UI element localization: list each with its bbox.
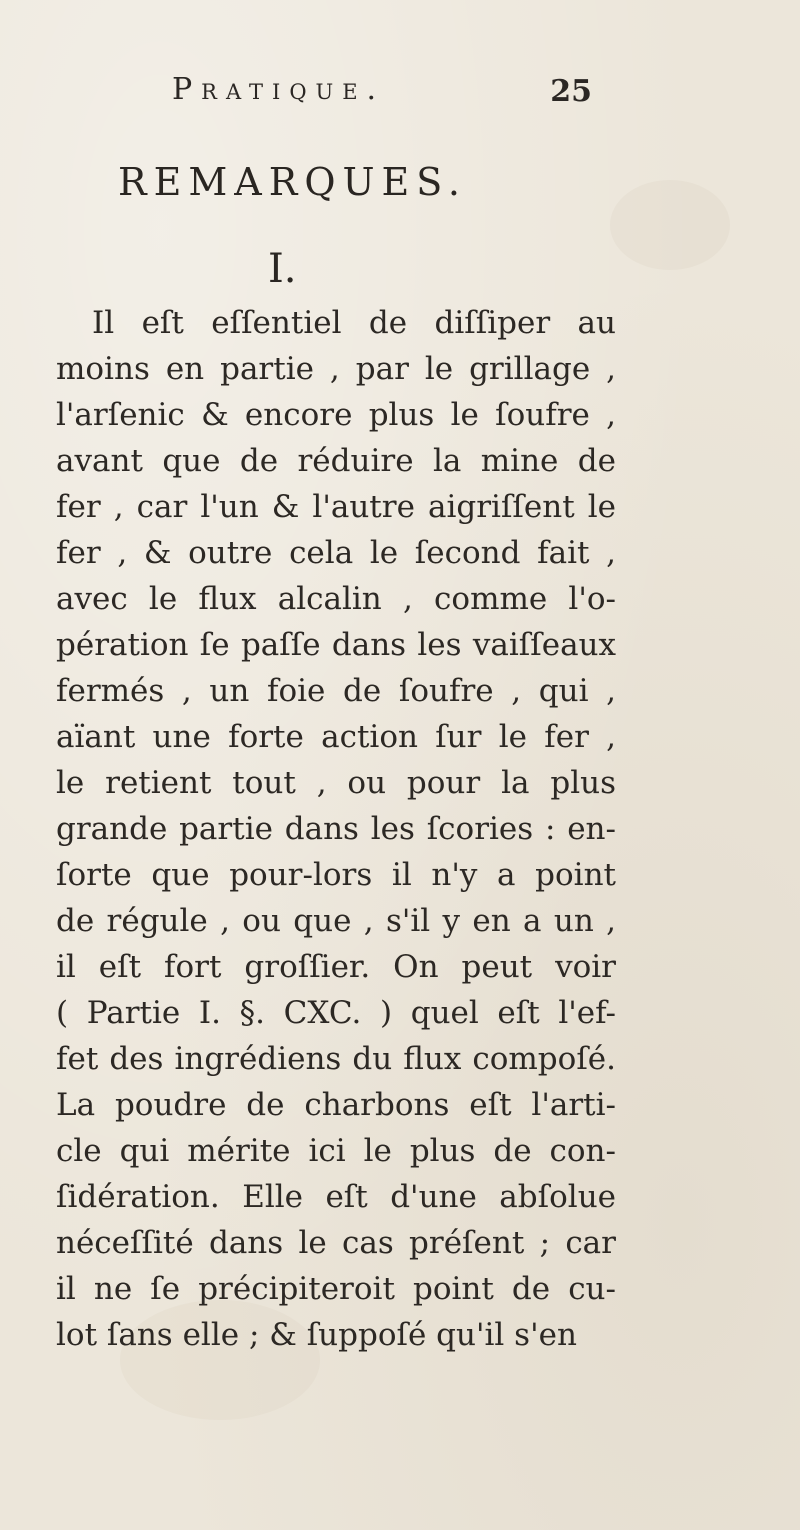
text-line: cle qui mérite ici le plus de con- [56,1133,616,1169]
text-line: fet des ingrédiens du flux compoſé. [56,1041,616,1077]
text-line: fer , & outre cela le ſecond fait , [56,535,616,571]
text-line: fermés , un foie de ſoufre , qui , [56,673,616,709]
running-title: Pratique. [172,72,386,107]
text-line: fer , car l'un & l'autre aigriſſent le [56,489,616,525]
paper-stain [610,180,730,270]
text-line: avant que de réduire la mine de [56,443,616,479]
text-line: il ne ſe précipiteroit point de cu- [56,1271,616,1307]
text-line: ſidération. Elle eſt d'une abſolue [56,1179,616,1215]
text-line: ſorte que pour-lors il n'y a point [56,857,616,893]
text-line: néceſſité dans le cas préſent ; car [56,1225,616,1261]
text-line: aïant une forte action ſur le fer , [56,719,616,755]
text-line: le retient tout , ou pour la plus [56,765,616,801]
text-line: moins en partie , par le grillage , [56,351,616,387]
running-head [172,72,592,118]
section-number: I. [268,246,297,292]
text-line: La poudre de charbons eſt l'arti- [56,1087,616,1123]
text-line: grande partie dans les ſcories : en- [56,811,616,847]
page-number: 25 [550,74,592,109]
section-heading: REMARQUES. [118,160,467,204]
text-line: pération ſe paſſe dans les vaiſſeaux [56,627,616,663]
text-line: il eſt fort groſſier. On peut voir [56,949,616,985]
text-line: ( Partie I. §. CXC. ) quel eſt l'ef- [56,995,616,1031]
text-line: l'arſenic & encore plus le ſoufre , [56,397,616,433]
text-line: Il eſt eſſentiel de diſſiper au [92,305,616,341]
paragraph [56,300,616,1358]
text-line: avec le flux alcalin , comme l'o- [56,581,616,617]
text-line: de régule , ou que , s'il y en a un , [56,903,616,939]
text-line: lot ſans elle ; & ſuppoſé qu'il s'en [56,1317,577,1353]
